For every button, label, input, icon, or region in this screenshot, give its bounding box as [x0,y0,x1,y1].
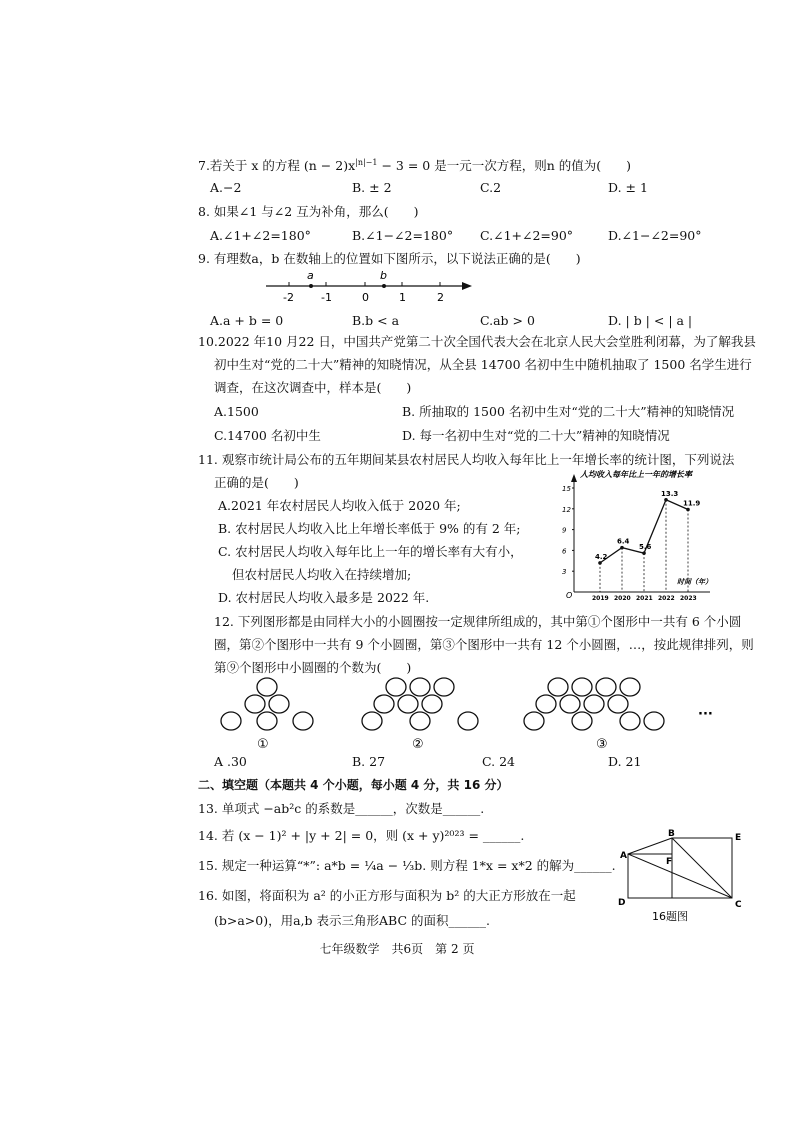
pattern-figure-2 [362,678,478,730]
q16-figure [610,828,760,924]
q8-stem: 8. 如果∠1 与∠2 互为补角，那么( ) [198,204,419,219]
segment-bc [672,838,732,898]
data-point [686,508,690,512]
pattern-figure-3 [524,678,664,730]
data-point [598,561,602,565]
tick-label: 1 [399,291,406,304]
point-label-a: A [620,851,627,861]
q12-option-d: D. 21 [608,754,642,769]
q7-stem: 7.若关于 x 的方程 $(n - 2)x^{|n|-1} - 3 = 0$ 是一元一次方程，则n 的值为( ) [198,158,631,174]
q12-option-c: C. 24 [482,754,515,769]
y-tick-label: 6 [562,547,567,556]
point-label-b: B [668,829,675,839]
q7-option-c: C.2 [480,180,502,195]
q10-line3: 调查，在这次调查中，样本是( ) [214,380,412,395]
x-axis-label: 时间（年） [677,578,712,586]
growth-rate-chart [560,464,746,600]
label-a: a [307,269,314,282]
q9-option-a: A.a + b = 0 [210,313,284,328]
point-label-e: E [735,833,742,843]
tick-label: -1 [321,291,332,304]
figure-label-1: ① [257,737,269,752]
y-tick-label: 15 [562,485,571,493]
q12-line2: 圈，第②个图形中一共有 9 个小圆圈，第③个图形中一共有 12 个小圆圈，…，按此规律排列，则 [214,637,754,652]
q9-option-d: D. | b | < | a | [608,313,693,328]
q12-option-b: B. 27 [352,754,386,769]
q10-option-d: D. 每一名初中生对“党的二十大”精神的知晓情况 [402,428,670,443]
data-label: 5.6 [639,543,652,552]
segment-ab [628,838,672,854]
data-label: 13.3 [661,489,679,498]
q15-text: 15. 规定一种运算“*”: a*b = ¼a − ⅓b. 则方程 1*x = x*2 的解为______. [198,858,616,873]
q16-line1: 16. 如图，将面积为 a² 的小正方形与面积为 b² 的大正方形放在一起 [198,888,576,903]
chart-title: 人均收入每年比上一年的增长率 [580,470,692,479]
figure-label-2: ② [412,737,424,752]
q12-option-a: A .30 [214,754,247,769]
y-tick-label: 12 [562,505,571,514]
y-tick-label: 3 [562,568,567,577]
x-tick-label: 2021 [636,595,653,600]
q10-option-c: C.14700 名初中生 [214,428,321,443]
origin-label: O [566,591,573,600]
x-tick-label: 2023 [680,595,697,600]
q8-option-a: A.∠1+∠2=180° [210,228,311,243]
point-a [309,284,313,288]
q10-line2: 初中生对“党的二十大”精神的知晓情况，从全县 14700 名初中生中随机抽取了 1500 名学生进行 [214,357,752,372]
q11-option-c: C. 农村居民人均收入每年比上一年的增长率有大有小， [218,544,523,559]
q9-stem: 9. 有理数a，b 在数轴上的位置如下图所示，以下说法正确的是( ) [198,251,581,266]
q11-option-b: B. 农村居民人均收入比上年增长率低于 9% 的有 2 年; [218,521,521,536]
q7-option-b: B. ± 2 [352,180,392,195]
q11-line2: 正确的是( ) [214,475,299,490]
data-point [664,498,668,502]
x-tick-label: 2022 [658,595,675,600]
y-tick-label: 9 [562,526,567,535]
pattern-figure-1 [221,678,313,730]
point-b [382,284,386,288]
ellipsis: ··· [698,707,713,722]
q16-line2: (b>a>0)，用a,b 表示三角形ABC 的面积______. [214,913,490,928]
section-title: 二、填空题（本题共 4 个小题，每小题 4 分，共 16 分） [198,778,509,792]
data-point [642,551,646,555]
figure-label-3: ③ [596,737,608,752]
x-tick-label: 2020 [614,595,631,600]
point-label-c: C [735,900,742,910]
segment-ac [628,854,732,898]
tick-label: 0 [362,291,369,304]
q8-option-c: C.∠1+∠2=90° [480,228,574,243]
q13-text: 13. 单项式 −ab²c 的系数是______，次数是______. [198,801,485,816]
q11-option-c-cont: 但农村居民人均收入在持续增加; [232,567,412,582]
q9-option-b: B.b < a [352,313,400,328]
q10-line1: 10.2022 年10 月22 日，中国共产党第二十次全国代表大会在北京人民大会堂胜利闭幕，为了解我县 [198,334,756,349]
q7-option-a: A.−2 [210,180,242,195]
q11-option-a: A.2021 年农村居民人均收入低于 2020 年; [218,498,461,513]
data-point [620,546,624,550]
label-b: b [380,269,387,282]
tick-label: -2 [283,291,294,304]
data-label: 4.2 [595,552,608,561]
q11-line1: 11. 观察市统计局公布的五年期间某县农村居民人均收入每年比上一年增长率的统计图，下列说法 [198,452,735,467]
q12-line1: 12. 下列图形都是由同样大小的小圆圈按一定规律所组成的，其中第①个图形中一共有 6 个小圆 [214,614,742,629]
circle-patterns [210,676,730,752]
point-label-f: F [666,857,673,867]
q11-option-d: D. 农村居民人均收入最多是 2022 年. [218,590,430,605]
q7-option-d: D. ± 1 [608,180,648,195]
number-line [262,268,476,306]
point-label-d: D [618,898,626,908]
figure-caption: 16题图 [652,910,688,923]
q12-line3: 第⑨个图形中小圆圈的个数为( ) [214,660,412,675]
q9-option-c: C.ab > 0 [480,313,535,328]
q10-option-b: B. 所抽取的 1500 名初中生对“党的二十大”精神的知晓情况 [402,404,735,419]
data-label: 11.9 [683,499,701,508]
page-footer: 七年级数学 共6页 第 2 页 [319,942,475,956]
q10-option-a: A.1500 [214,404,259,419]
q14-text: 14. 若 (x − 1)² + |y + 2| = 0，则 (x + y)²⁰²³ = ______. [198,828,525,843]
tick-label: 2 [437,291,444,304]
x-tick-label: 2019 [592,595,609,600]
q8-option-b: B.∠1−∠2=180° [352,228,454,243]
data-label: 6.4 [617,537,630,546]
q8-option-d: D.∠1−∠2=90° [608,228,702,243]
